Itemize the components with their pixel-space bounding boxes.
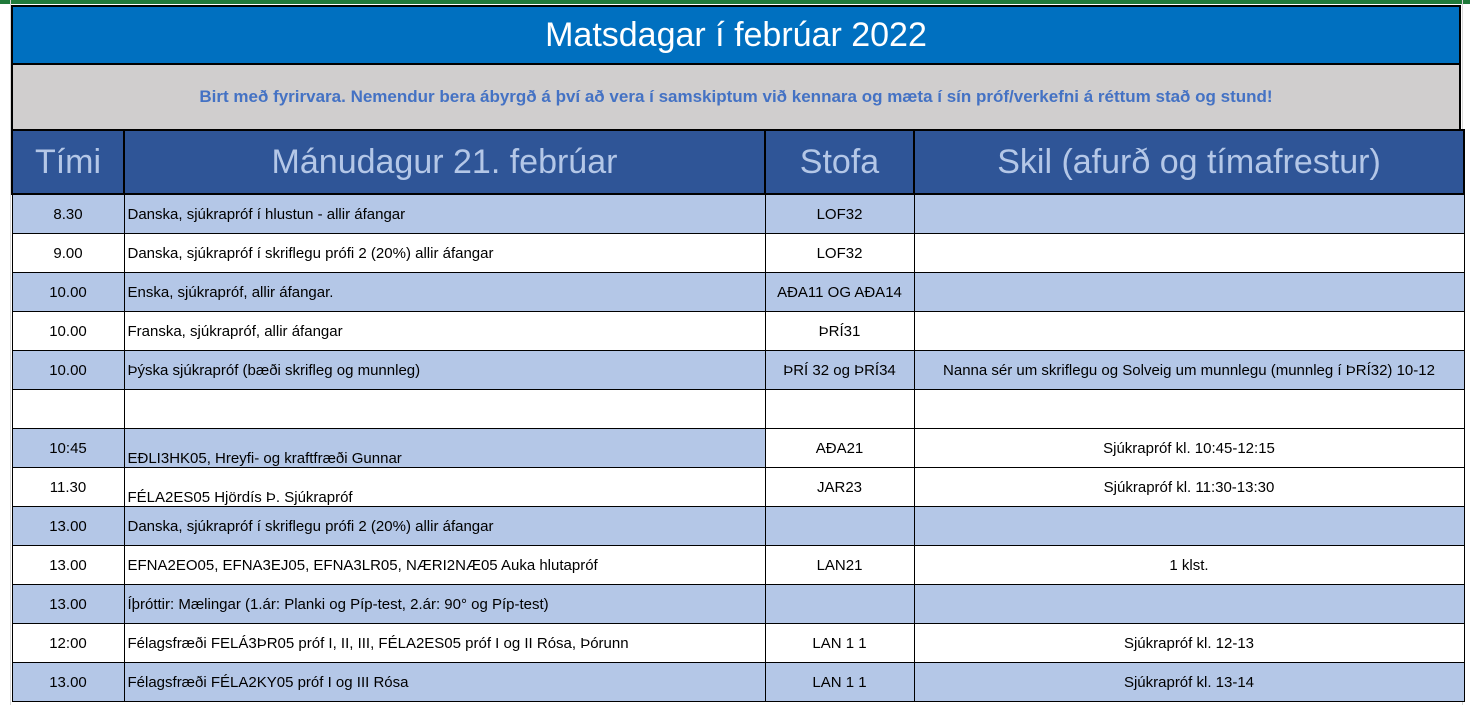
table-row xyxy=(12,507,1464,546)
deliverable-cell[interactable]: Sjúkrapróf kl. 13-14 xyxy=(914,663,1464,702)
room-cell[interactable]: JAR23 xyxy=(765,468,914,507)
table-row xyxy=(12,546,1464,585)
time-cell[interactable]: 8.30 xyxy=(12,194,124,234)
table-row xyxy=(12,390,1464,429)
time-cell[interactable]: 10:45 xyxy=(12,429,124,468)
header-room[interactable]: Stofa xyxy=(765,130,914,194)
deliverable-cell[interactable]: Sjúkrapróf kl. 10:45-12:15 xyxy=(914,429,1464,468)
deliverable-cell[interactable]: Sjúkrapróf kl. 12-13 xyxy=(914,624,1464,663)
time-cell[interactable]: 9.00 xyxy=(12,234,124,273)
table-row xyxy=(12,273,1464,312)
deliverable-cell[interactable] xyxy=(914,194,1464,234)
table-row xyxy=(12,624,1464,663)
schedule-table xyxy=(11,129,1465,702)
table-row xyxy=(12,234,1464,273)
room-cell[interactable]: ÞRÍ 32 og ÞRÍ34 xyxy=(765,351,914,390)
time-cell[interactable]: 12:00 xyxy=(12,624,124,663)
subject-cell[interactable]: FÉLA2ES05 Hjördís Þ. Sjúkrapróf xyxy=(124,468,765,507)
room-cell[interactable]: ÞRÍ31 xyxy=(765,312,914,351)
deliverable-cell[interactable] xyxy=(914,507,1464,546)
room-cell[interactable]: LOF32 xyxy=(765,194,914,234)
table-row xyxy=(12,429,1464,468)
header-time[interactable]: Tími xyxy=(12,130,124,194)
time-cell[interactable]: 10.00 xyxy=(12,351,124,390)
time-cell[interactable] xyxy=(12,390,124,429)
deliverable-cell[interactable] xyxy=(914,234,1464,273)
subject-cell[interactable] xyxy=(124,390,765,429)
deliverable-cell[interactable] xyxy=(914,312,1464,351)
time-cell[interactable]: 13.00 xyxy=(12,546,124,585)
subject-cell[interactable]: Danska, sjúkrapróf í hlustun - allir áfangar xyxy=(124,194,765,234)
subject-cell[interactable]: EFNA2EO05, EFNA3EJ05, EFNA3LR05, NÆRI2NÆ05 Auka hlutapróf xyxy=(124,546,765,585)
subject-cell[interactable]: Danska, sjúkrapróf í skriflegu prófi 2 (20%) allir áfangar xyxy=(124,234,765,273)
time-cell[interactable]: 13.00 xyxy=(12,507,124,546)
room-cell[interactable]: LAN21 xyxy=(765,546,914,585)
room-cell[interactable]: AÐA11 OG AÐA14 xyxy=(765,273,914,312)
time-cell[interactable]: 13.00 xyxy=(12,585,124,624)
time-cell[interactable]: 13.00 xyxy=(12,663,124,702)
subject-cell[interactable]: Þýska sjúkrapróf (bæði skrifleg og munnleg) xyxy=(124,351,765,390)
table-row xyxy=(12,663,1464,702)
header-row xyxy=(12,130,1464,194)
table-row xyxy=(12,468,1464,507)
subject-cell[interactable]: Enska, sjúkrapróf, allir áfangar. xyxy=(124,273,765,312)
subject-cell[interactable]: Félagsfræði FÉLA2KY05 próf I og III Rósa xyxy=(124,663,765,702)
time-cell[interactable]: 10.00 xyxy=(12,312,124,351)
room-cell[interactable]: LAN 1 1 xyxy=(765,663,914,702)
subject-cell[interactable]: Félagsfræði FELÁ3ÞR05 próf I, II, III, FÉLA2ES05 próf I og II Rósa, Þórunn xyxy=(124,624,765,663)
subject-cell[interactable]: Franska, sjúkrapróf, allir áfangar xyxy=(124,312,765,351)
deliverable-cell[interactable] xyxy=(914,585,1464,624)
room-cell[interactable]: LOF32 xyxy=(765,234,914,273)
room-cell[interactable]: LAN 1 1 xyxy=(765,624,914,663)
header-day[interactable]: Mánudagur 21. febrúar xyxy=(124,130,765,194)
room-cell[interactable] xyxy=(765,390,914,429)
sheet-top-strip xyxy=(0,0,1470,4)
table-row xyxy=(12,351,1464,390)
table-row xyxy=(12,585,1464,624)
time-cell[interactable]: 10.00 xyxy=(12,273,124,312)
room-cell[interactable] xyxy=(765,585,914,624)
deliverable-cell[interactable]: Sjúkrapróf kl. 11:30-13:30 xyxy=(914,468,1464,507)
table-row xyxy=(12,194,1464,234)
header-deliverable[interactable]: Skil (afurð og tímafrestur) xyxy=(914,130,1464,194)
deliverable-cell[interactable]: 1 klst. xyxy=(914,546,1464,585)
subject-cell[interactable]: EÐLI3HK05, Hreyfi- og kraftfræði Gunnar xyxy=(124,429,765,468)
table-row xyxy=(12,312,1464,351)
room-cell[interactable]: AÐA21 xyxy=(765,429,914,468)
deliverable-cell[interactable] xyxy=(914,390,1464,429)
time-cell[interactable]: 11.30 xyxy=(12,468,124,507)
subject-cell[interactable]: Íþróttir: Mælingar (1.ár: Planki og Píp-test, 2.ár: 90° og Píp-test) xyxy=(124,585,765,624)
deliverable-cell[interactable] xyxy=(914,273,1464,312)
notice-text: Birt með fyrirvara. Nemendur bera ábyrgð á því að vera í samskiptum við kennara og mæta í sín próf/verkefni á réttum stað og stund! xyxy=(11,65,1461,129)
deliverable-cell[interactable]: Nanna sér um skriflegu og Solveig um munnlegu (munnleg í ÞRÍ32) 10-12 xyxy=(914,351,1464,390)
subject-cell[interactable]: Danska, sjúkrapróf í skriflegu prófi 2 (20%) allir áfangar xyxy=(124,507,765,546)
page-title: Matsdagar í febrúar 2022 xyxy=(11,5,1461,65)
room-cell[interactable] xyxy=(765,507,914,546)
